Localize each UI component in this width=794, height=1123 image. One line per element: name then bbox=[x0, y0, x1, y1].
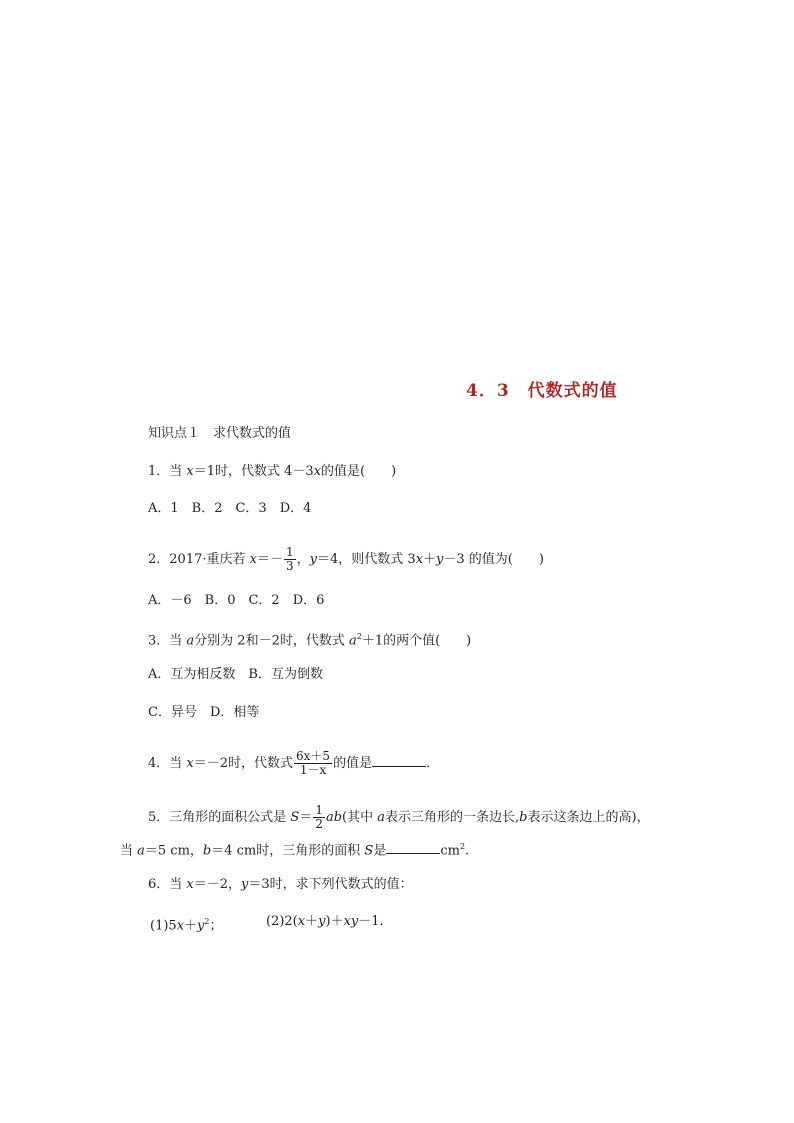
q5-text: ＝4 cm时，三角形的面积 bbox=[211, 843, 365, 859]
question-2 bbox=[148, 546, 544, 573]
q5-answer-blank[interactable] bbox=[386, 841, 440, 854]
q4-answer-blank[interactable] bbox=[372, 754, 426, 767]
q6-exponent: 2 bbox=[204, 917, 210, 926]
question-1-options: A．1 B．2 C．3 D．4 bbox=[148, 501, 312, 516]
q6-text: (1)5 bbox=[150, 918, 177, 934]
q4-text: ＝－2时，代数式 bbox=[193, 756, 294, 771]
question-3-options-2: C．异号 D．相等 bbox=[148, 705, 260, 720]
q2-fraction-numerator: 1 bbox=[285, 545, 294, 559]
q5-text: 当 bbox=[120, 843, 138, 859]
q2-text: ＋ bbox=[423, 552, 437, 567]
q5-unit-exponent: 2 bbox=[459, 842, 466, 851]
q6-var-xy: xy bbox=[343, 914, 359, 929]
question-3-options-1: A．互为相反数 B．互为倒数 bbox=[148, 667, 323, 682]
question-1 bbox=[148, 463, 396, 481]
q4-fraction bbox=[294, 750, 332, 777]
question-4 bbox=[148, 750, 439, 777]
q5-text: (其中 bbox=[342, 810, 378, 825]
q1-text: ＝1时，代数式 4－3 bbox=[193, 464, 314, 479]
q6-var-x: x bbox=[297, 914, 306, 929]
q5-var-b: b bbox=[202, 843, 212, 859]
page-title: 4．3 代数式的值 bbox=[466, 381, 618, 401]
q6-text: ＝3时，求下列代数式的值： bbox=[248, 877, 413, 892]
q2-text: ＝4，则代数式 3 bbox=[317, 552, 416, 567]
q5-text: . bbox=[465, 843, 470, 859]
q3-var-a: a bbox=[348, 633, 357, 649]
q3-exponent: 2 bbox=[356, 632, 362, 641]
q5-var-s: S bbox=[364, 843, 374, 859]
q3-text: 分别为 2和－2时，代数式 bbox=[194, 633, 349, 649]
q5-var-a: a bbox=[377, 810, 386, 825]
q2-text: 2．2017·重庆若 bbox=[148, 552, 250, 567]
q5-var-a: a bbox=[137, 843, 145, 859]
q2-var-x: x bbox=[415, 552, 424, 567]
q2-var-x: x bbox=[249, 552, 257, 567]
q1-var-x: x bbox=[186, 464, 194, 479]
q4-fraction-denominator: 1－x bbox=[299, 763, 327, 777]
q6-var-y: y bbox=[318, 914, 326, 929]
question-2-options: A．－6 B．0 C．2 D．6 bbox=[148, 593, 325, 608]
q4-text: ． bbox=[426, 756, 440, 771]
question-6-part-2 bbox=[266, 913, 384, 931]
q6-text: －1. bbox=[358, 914, 384, 929]
q5-text: ＝5 cm， bbox=[144, 843, 203, 859]
q2-text: －3 的值为( ) bbox=[443, 552, 544, 567]
q5-text: ＝ bbox=[299, 810, 313, 825]
q5-fraction-denominator: 2 bbox=[315, 817, 323, 831]
q1-text: 1．当 bbox=[148, 464, 187, 479]
q6-var-x: x bbox=[176, 918, 185, 934]
q4-text: 的值是 bbox=[333, 756, 373, 771]
q1-text: 的值是( ) bbox=[321, 464, 397, 479]
question-6-part-1 bbox=[150, 913, 223, 935]
q5-unit: cm bbox=[440, 843, 460, 859]
q6-text: ＝－2， bbox=[193, 877, 242, 892]
q2-var-y: y bbox=[309, 552, 317, 567]
q2-fraction bbox=[284, 546, 296, 573]
question-6 bbox=[148, 876, 413, 894]
q5-var-b: b bbox=[519, 810, 528, 825]
q3-text: 3．当 bbox=[148, 633, 187, 649]
q6-var-y: y bbox=[197, 918, 205, 934]
question-5 bbox=[148, 804, 650, 831]
q3-var-a: a bbox=[186, 633, 195, 649]
q5-text: 表示这条边上的高)， bbox=[527, 810, 650, 825]
q5-var-s: S bbox=[290, 810, 300, 825]
q4-fraction-numerator: 6x＋5 bbox=[296, 749, 331, 763]
q2-text: ， bbox=[296, 552, 310, 567]
q2-fraction-denominator: 3 bbox=[285, 559, 294, 573]
q5-fraction-numerator: 1 bbox=[315, 803, 323, 817]
question-3 bbox=[148, 628, 471, 650]
q2-var-y: y bbox=[436, 552, 444, 567]
q5-fraction bbox=[313, 804, 325, 831]
q2-text: ＝－ bbox=[256, 552, 283, 567]
q6-text: )＋ bbox=[325, 914, 344, 929]
q6-text: 6．当 bbox=[148, 877, 187, 892]
q4-var-x: x bbox=[186, 756, 194, 771]
q5-text: 表示三角形的一条边长, bbox=[385, 810, 520, 825]
q6-var-y: y bbox=[241, 877, 249, 892]
q6-text: ＋ bbox=[305, 914, 319, 929]
q6-text: ＋ bbox=[184, 918, 198, 934]
q5-text: 是 bbox=[373, 843, 387, 859]
q3-text: ＋1的两个值( ) bbox=[361, 633, 472, 649]
q6-var-x: x bbox=[186, 877, 194, 892]
section-heading: 知识点１ 求代数式的值 bbox=[148, 426, 292, 441]
q6-text: (2)2( bbox=[266, 914, 298, 929]
question-5-line-2 bbox=[120, 838, 469, 860]
q6-text: ； bbox=[209, 918, 223, 934]
q4-text: 4．当 bbox=[148, 756, 187, 771]
q5-text: 5．三角形的面积公式是 bbox=[148, 810, 291, 825]
q1-var-x: x bbox=[313, 464, 322, 479]
q5-var-ab: ab bbox=[325, 810, 343, 825]
